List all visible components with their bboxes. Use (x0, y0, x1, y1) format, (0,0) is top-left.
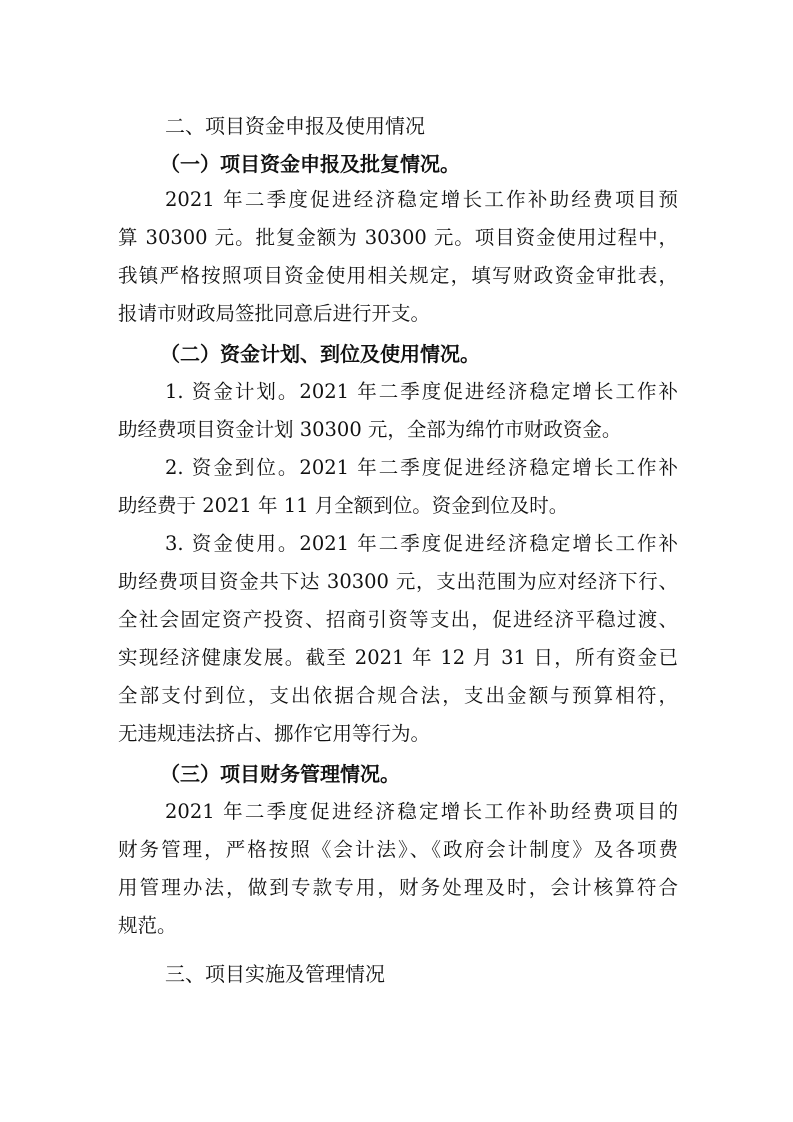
paragraph-line: 3. 资金使用。2021 年二季度促进经济稳定增长工作补 (165, 532, 678, 555)
paragraph-line: 2021 年二季度促进经济稳定增长工作补助经费项目预 (165, 188, 678, 211)
section-heading-2: 二、项目资金申报及使用情况 (165, 114, 425, 138)
paragraph-line: 实现经济健康发展。截至 2021 年 12 月 31 日，所有资金已 (118, 646, 678, 669)
paragraph-line: 无违规违法挤占、挪作它用等行为。 (118, 722, 431, 745)
paragraph-line: 用管理办法，做到专款专用，财务处理及时，会计核算符合 (118, 876, 678, 899)
section-heading-3: 三、项目实施及管理情况 (165, 962, 385, 986)
paragraph-line: 2021 年二季度促进经济稳定增长工作补助经费项目的 (165, 800, 678, 823)
paragraph-line: 助经费于 2021 年 11 月全额到位。资金到位及时。 (118, 494, 569, 517)
paragraph-line: 我镇严格按照项目资金使用相关规定，填写财政资金审批表， (118, 264, 678, 287)
subsection-heading-2: （二）资金计划、到位及使用情况。 (160, 342, 480, 366)
paragraph-line: 财务管理，严格按照《会计法》、《政府会计制度》及各项费 (118, 838, 678, 861)
paragraph-line: 助经费项目资金共下达 30300 元，支出范围为应对经济下行、 (118, 570, 678, 593)
subsection-heading-1: （一）项目资金申报及批复情况。 (160, 152, 460, 176)
paragraph-line: 全社会固定资产投资、招商引资等支出，促进经济平稳过渡、 (118, 608, 678, 631)
paragraph-line: 全部支付到位，支出依据合规合法，支出金额与预算相符， (118, 684, 678, 707)
subsection-heading-3: （三）项目财务管理情况。 (160, 762, 400, 786)
paragraph-line: 1. 资金计划。2021 年二季度促进经济稳定增长工作补 (165, 380, 678, 403)
paragraph-line: 报请市财政局签批同意后进行开支。 (118, 302, 431, 325)
paragraph-line: 2. 资金到位。2021 年二季度促进经济稳定增长工作补 (165, 456, 678, 479)
paragraph-line: 算 30300 元。批复金额为 30300 元。项目资金使用过程中， (118, 226, 678, 249)
paragraph-line: 规范。 (118, 914, 177, 937)
paragraph-line: 助经费项目资金计划 30300 元，全部为绵竹市财政资金。 (118, 418, 622, 441)
